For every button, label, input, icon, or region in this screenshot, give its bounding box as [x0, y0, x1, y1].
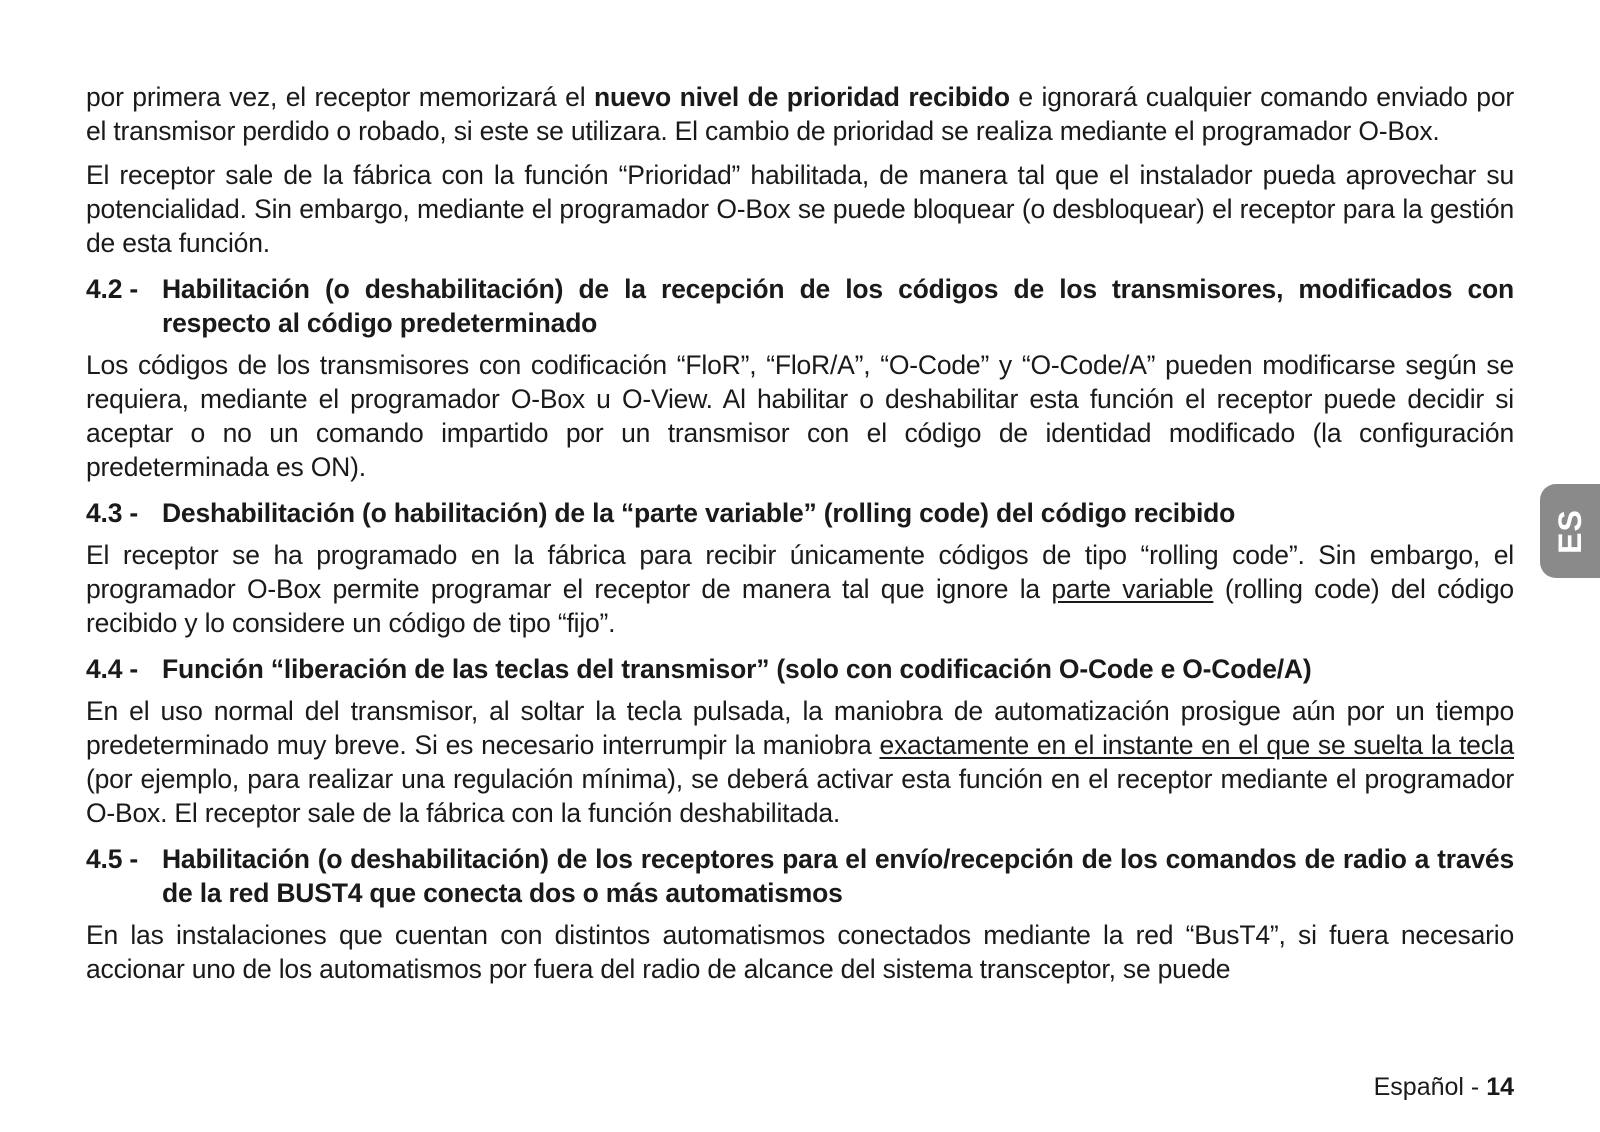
- section-4-4-body: [86, 694, 1514, 830]
- section-4-2-body: Los códigos de los transmisores con codificación “FloR”, “FloR/A”, “O-Code” y “O-Code/A” pueden modificarse según se requiera, mediante el programador O-Box u O-View. Al habilitar o deshabilitar esta función el receptor puede decidir si aceptar o no un comando impartido por un transmisor con el código de identidad modificado (la configuración predeterminada es ON).: [86, 350, 1514, 482]
- intro-p1-bold: nuevo nivel de prioridad recibido: [594, 82, 1010, 112]
- s43-underlined: parte variable: [1051, 574, 1214, 604]
- section-title: Deshabilitación (o habilitación) de la “parte variable” (rolling code) del código recibido: [162, 498, 1236, 528]
- section-number: 4.3 -: [86, 498, 139, 528]
- section-4-5-heading: [86, 842, 1514, 910]
- intro-paragraph-2: El receptor sale de la fábrica con la función “Prioridad” habilitada, de manera tal que el instalador pueda aprovechar su potencialidad. Sin embargo, mediante el programador O-Box se puede bloquear (o desbloquear) el receptor para la gestión de esta función.: [86, 160, 1514, 258]
- section-number: 4.2 -: [86, 274, 139, 304]
- section-4-3-heading: [86, 496, 1514, 530]
- s43-text-c: (rolling code) del código recibido y lo considere un código de tipo “fijo”.: [86, 574, 1514, 638]
- s44-text-a: En el uso normal del transmisor, al soltar la tecla pulsada, la maniobra de automatización prosigue aún por un tiempo predeterminado muy breve. Si es necesario interrumpir la maniobra: [86, 696, 1514, 760]
- section-4-2-heading: [86, 272, 1514, 340]
- section-4-4-heading: [86, 652, 1514, 686]
- section-title: Habilitación (o deshabilitación) de los receptores para el envío/recepción de los comandos de radio a través de la red BUST4 que conecta dos o más automatismos: [162, 844, 1514, 908]
- section-title: Función “liberación de las teclas del transmisor” (solo con codificación O-Code e O-Code/A): [162, 654, 1312, 684]
- intro-p1-text-c: e ignorará cualquier comando enviado por el transmisor perdido o robado, si este se utilizara. El cambio de prioridad se realiza mediante el programador O-Box.: [86, 82, 1514, 146]
- footer-language: Español -: [1373, 1073, 1487, 1101]
- section-4-3-body: [86, 538, 1514, 640]
- language-tab: [1540, 484, 1600, 578]
- page-footer: [1374, 1073, 1514, 1102]
- s44-text-c: (por ejemplo, para realizar una regulación mínima), se deberá activar esta función en el receptor mediante el programador O-Box. El receptor sale de la fábrica con la función deshabilitada.: [86, 764, 1514, 828]
- language-tab-label: ES: [1551, 508, 1588, 554]
- section-4-5-body: En las instalaciones que cuentan con distintos automatismos conectados mediante la red “BusT4”, si fuera necesario accionar uno de los automatismos por fuera del radio de alcance del sistema transceptor, se puede: [86, 920, 1514, 984]
- page-number: 14: [1486, 1073, 1514, 1101]
- s44-underlined: exactamente en el instante en el que se suelta la tecla: [879, 730, 1514, 760]
- page-content: [86, 80, 1514, 996]
- intro-p1-text-a: por primera vez, el receptor memorizará el: [86, 82, 594, 112]
- section-number: 4.5 -: [86, 844, 139, 874]
- s43-text-a: El receptor se ha programado en la fábrica para recibir únicamente códigos de tipo “rolling code”. Sin embargo, el programador O-Box permite programar el receptor de manera tal que ignore la: [86, 540, 1514, 604]
- section-number: 4.4 -: [86, 654, 139, 684]
- intro-paragraph-1: [86, 80, 1514, 148]
- section-title: Habilitación (o deshabilitación) de la recepción de los códigos de los transmisores, modificados con respecto al código predeterminado: [162, 274, 1514, 338]
